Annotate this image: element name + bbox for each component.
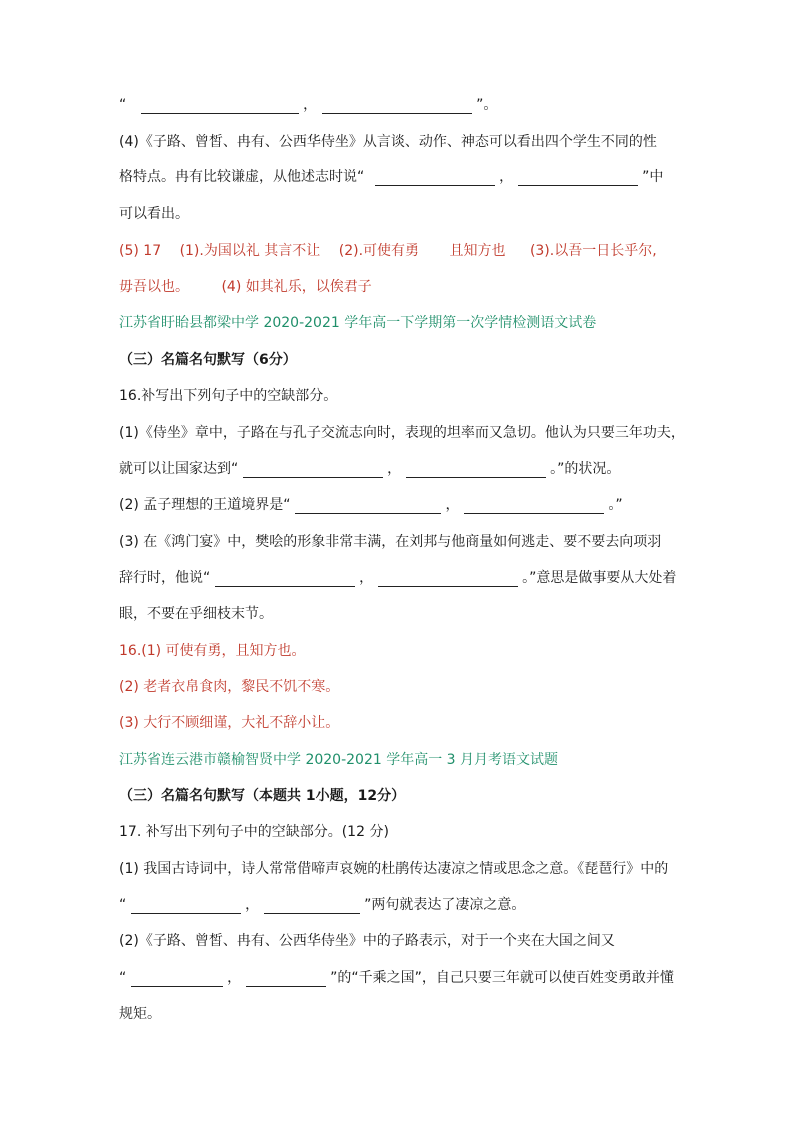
section-heading: （三）名篇名句默写（本题共 1小题，12分） — [119, 788, 406, 804]
blank-field[interactable] — [375, 171, 495, 186]
answer-16-2: (2) 老者衣帛食肉，黎民不饥不寒。 — [119, 679, 340, 695]
source-title: 江苏省盱眙县都梁中学 2020-2021 学年高一下学期第一次学情检测语文试卷 — [119, 315, 597, 331]
blank-field[interactable] — [264, 899, 360, 914]
question-16-3-line-1: (3) 在《鸿门宴》中，樊哙的形象非常丰满，在刘邦与他商量如何逃走、要不要去向项羽 — [119, 534, 662, 550]
blank-field[interactable] — [141, 99, 299, 114]
question-17-title: 17. 补写出下列句子中的空缺部分。(12 分) — [119, 824, 389, 840]
question-17-1-line-1: (1) 我国古诗词中，诗人常常借啼声哀婉的杜鹃传达凄凉之情或思念之意。《琵琶行》中的 — [119, 861, 669, 877]
blank-field[interactable] — [243, 463, 383, 478]
blank-field[interactable] — [464, 499, 604, 514]
blank-field[interactable] — [131, 899, 241, 914]
question-16-title: 16.补写出下列句子中的空缺部分。 — [119, 388, 338, 404]
question-16-3-line-2: 辞行时，他说“ ， 。”意思是做事要从大处着 — [119, 570, 677, 586]
source-title: 江苏省连云港市赣榆智贤中学 2020-2021 学年高一 3 月月考语文试题 — [119, 752, 559, 768]
blank-field[interactable] — [215, 572, 355, 587]
question-17-2-line-2: “ ， ”的“千乘之国”，自己只要三年就可以使百姓变勇敢并懂 — [119, 970, 674, 986]
question-4-line-1: (4)《子路、曾皙、冉有、公西华侍坐》从言谈、动作、神态可以看出四个学生不同的性 — [119, 134, 657, 150]
answer-16-3: (3) 大行不顾细谨，大礼不辞小让。 — [119, 715, 340, 731]
question-16-2: (2) 孟子理想的王道境界是“ ， 。” — [119, 497, 623, 513]
blank-field[interactable] — [406, 463, 546, 478]
blank-field[interactable] — [295, 499, 441, 514]
question-17-1-line-2: “ ， ”两句就表达了凄凉之意。 — [119, 897, 526, 913]
blank-field[interactable] — [246, 972, 326, 987]
blank-field[interactable] — [322, 99, 472, 114]
blank-field[interactable] — [131, 972, 223, 987]
answer-5-line-1: (5) 17 (1).为国以礼 其言不让 (2).可使有勇 且知方也 (3).以吾一日长乎尔, — [119, 243, 657, 259]
question-4-line-2: 格特点。冉有比较谦虚，从他述志时说“ ， ”中 — [119, 169, 664, 185]
question-4-line-3: 可以看出。 — [119, 206, 189, 222]
blank-field[interactable] — [378, 572, 518, 587]
question-16-1-line-2: 就可以让国家达到“ ， 。”的状况。 — [119, 461, 621, 477]
question-16-1-line-1: (1)《侍坐》章中，子路在与孔子交流志向时，表现的坦率而又急切。他认为只要三年功夫， — [119, 425, 685, 441]
question-16-3-line-3: 眼，不要在乎细枝末节。 — [119, 606, 273, 622]
question-17-2-line-1: (2)《子路、曾皙、冉有、公西华侍坐》中的子路表示，对于一个夹在大国之间又 — [119, 933, 615, 949]
answer-16-1: 16.(1) 可使有勇，且知方也。 — [119, 643, 306, 659]
answer-5-line-2: 毋吾以也。 (4) 如其礼乐，以俟君子 — [119, 279, 372, 295]
fill-line-continuation: “ ， ”。 — [119, 97, 498, 113]
question-17-2-line-3: 规矩。 — [119, 1006, 161, 1022]
section-heading: （三）名篇名句默写（6分） — [119, 352, 297, 368]
blank-field[interactable] — [518, 171, 638, 186]
